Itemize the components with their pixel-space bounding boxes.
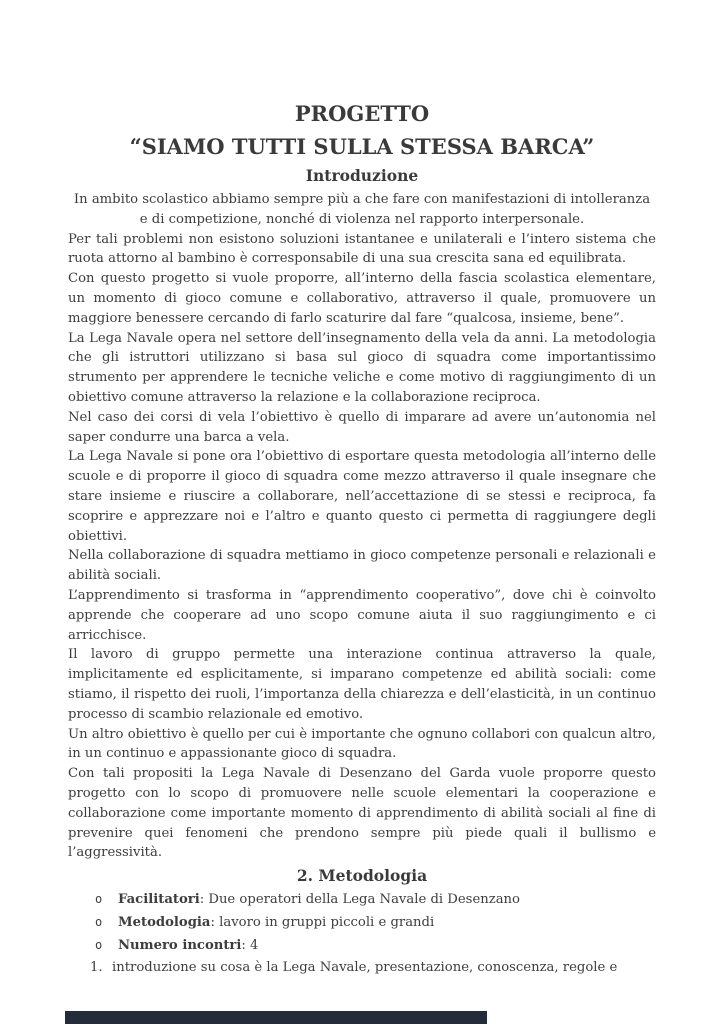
paragraph: La Lega Navale si pone ora l’obiettivo di esportare questa metodologia all’interno delle scuole e di proporre il gioco di squadra come mezzo attraverso il quale insegnare che stare insieme e riuscire a collaborare, nell’accettazione di se stessi e reciproca, fa scoprire e apprezzare noi e l’altro e quanto questo ci permetta di raggiungere degli obiettivi. — [68, 449, 656, 544]
paragraph: Nel caso dei corsi di vela l’obiettivo è quello di imparare ad avere un’autonomia nel saper condurre una barca a vela. — [68, 409, 656, 445]
paragraph: Un altro obiettivo è quello per cui è importante che ognuno collabori con qualcun altro, in un continuo e appassionante gioco di squadra. — [68, 726, 656, 762]
bullet-text: : Due operatori della Lega Navale di Desenzano — [199, 892, 520, 908]
bullet-item-numero-incontri — [68, 936, 656, 956]
paragraph: Con questo progetto si vuole proporre, all’interno della fascia scolastica elementare, un momento di gioco comune e collaborativo, attraverso il quale, promuovere un maggiore benessere cercando di farlo scaturire dal fare “qualcosa, insieme, bene”. — [68, 271, 656, 326]
document-title-line2: “SIAMO TUTTI SULLA STESSA BARCA” — [129, 134, 595, 159]
bullet-content — [118, 890, 520, 910]
document-title-line1: PROGETTO — [294, 101, 430, 126]
paragraph: Per tali problemi non esistono soluzioni istantanee e unilaterali e l’intero sistema che ruota attorno al bambino è corresponsabile di una sua crescita sana ed equilibrata. — [68, 231, 656, 267]
paragraph: Nella collaborazione di squadra mettiamo in gioco competenze personali e relazionali e abilità sociali. — [68, 548, 656, 584]
bullet-marker: o — [95, 892, 103, 907]
paragraph: Il lavoro di gruppo permette una interazione continua attraverso la quale, implicitamente ed esplicitamente, si imparano competenze ed abilità sociali: come stiamo, il rispetto dei ruoli, l’importanza della chiarezza e dell’elasticità, in un continuo processo di scambio relazionale ed emotivo. — [68, 647, 656, 722]
introduction-heading: Introduzione — [305, 166, 419, 185]
bullet-label: Facilitatori — [118, 892, 200, 908]
bullet-item-metodologia — [68, 913, 656, 933]
bullet-content — [118, 913, 434, 933]
paragraph: La Lega Navale opera nel settore dell’insegnamento della vela da anni. La metodologia che gli istruttori utilizzano si basa sul gioco di squadra come importantissimo strumento per apprendere le tecniche veliche e come motivo di raggiungimento di un obiettivo comune attraverso la relazione e la collaborazione reciproca. — [68, 330, 656, 405]
paragraph: L’apprendimento si trasforma in “apprendimento cooperativo”, dove chi è coinvolto apprende che cooperare ad uno scopo comune aiuta il suo raggiungimento e ci arricchisce. — [68, 587, 656, 643]
bullet-marker: o — [95, 937, 103, 952]
numbered-item — [68, 958, 656, 978]
paragraph: Con tali propositi la Lega Navale di Desenzano del Garda vuole proporre questo progetto con lo scopo di promuovere nelle scuole elementari la cooperazione e collaborazione come importante momento di apprendimento di abilità sociali al fine di prevenire quei fenomeni che prendono sempre più piede quali il bullismo e l’aggressività. — [68, 766, 656, 861]
bullet-label: Metodologia — [118, 914, 211, 930]
numbered-text: introduzione su cosa è la Lega Navale, presentazione, conoscenza, regole e — [112, 960, 618, 976]
bullet-item-facilitatori — [68, 890, 656, 910]
methodology-heading: 2. Metodologia — [296, 866, 428, 886]
bullet-text: : 4 — [241, 937, 259, 953]
intro-paragraph: In ambito scolastico abbiamo sempre più a che fare con manifestazioni di intolleranza e di competizione, nonché di violenza nel rapporto interpersonale. — [73, 192, 651, 227]
bullet-text: : lavoro in gruppi piccoli e grandi — [210, 914, 435, 930]
bullet-content — [118, 936, 258, 956]
bullet-marker: o — [95, 914, 103, 929]
bullet-label: Numero incontri — [118, 937, 242, 953]
footer-bar — [65, 1011, 487, 1024]
number-marker: 1. — [90, 960, 103, 976]
